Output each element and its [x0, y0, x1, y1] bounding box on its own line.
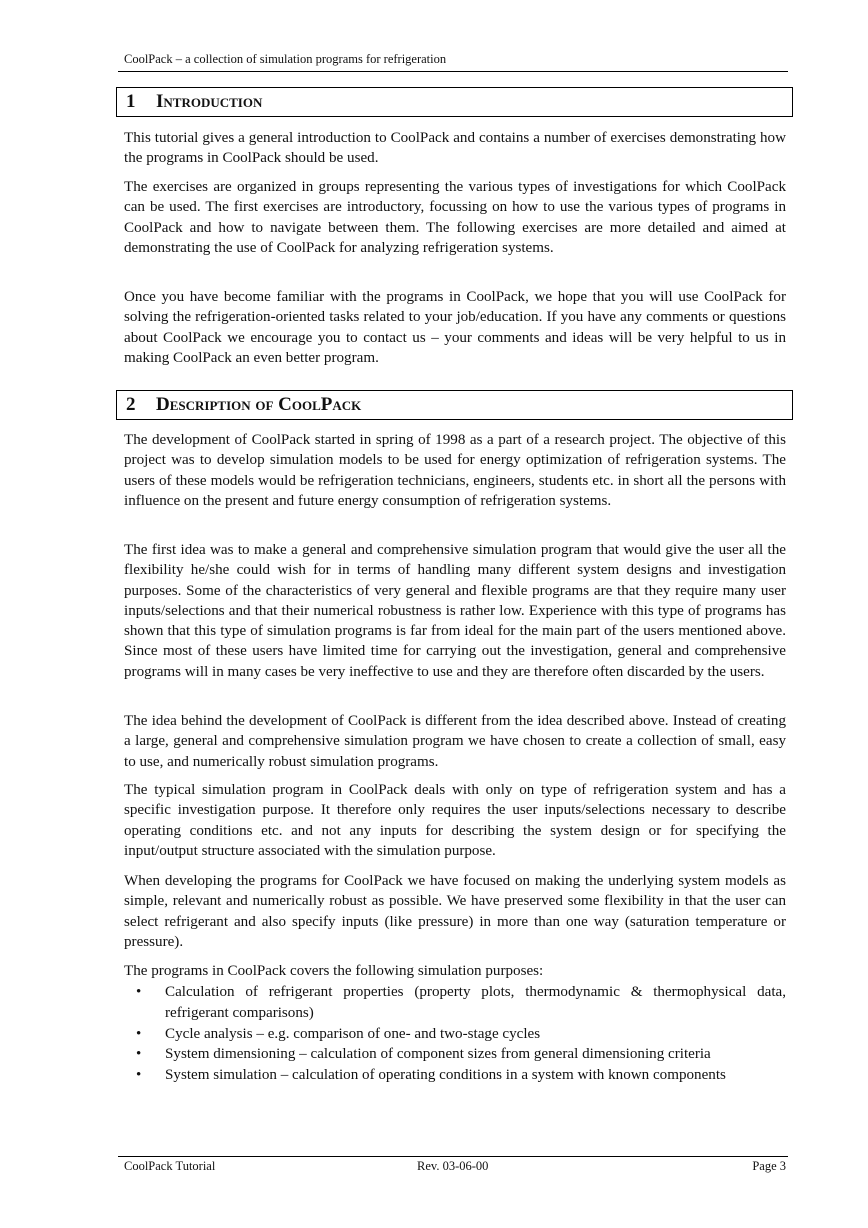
s2-paragraph-5: When developing the programs for CoolPack we have focused on making the underlying system models as simple, relevant and numerically robust as possible. We have preserved some flexibility in that the user can select refrigerant and also specify inputs (like pressure) in more than one way (saturation temperature or pressure).: [124, 873, 786, 950]
s2-paragraph-1: The development of CoolPack started in spring of 1998 as a part of a research project. The objective of this project was to develop simulation models to be used for energy optimization of refrigeration systems. The users of these models would be refrigeration technicians, engineers, students etc. in short all the persons with influence on the present and future energy consumption of refrigeration systems.: [124, 432, 786, 509]
bullet-icon: •: [136, 1025, 142, 1042]
s2-paragraph-3: The idea behind the development of CoolPack is different from the idea described above. Instead of creating a large, general and comprehensive simulation program we have chosen to create a collection of small, easy to use, and numerically robust simulation programs.: [124, 713, 786, 770]
header-divider: [118, 71, 788, 72]
s1-paragraph-3: Once you have become familiar with the programs in CoolPack, we hope that you will use CoolPack for solving the refrigeration-oriented tasks related to your job/education. If you have any comments or questions about CoolPack we encourage you to contact us – your comments and ideas will be very helpful to us in making CoolPack an even better program.: [124, 289, 786, 366]
list-item-text: System simulation – calculation of operating conditions in a system with known components: [165, 1067, 726, 1084]
section-2-number: 2: [126, 394, 136, 415]
bullet-icon: •: [136, 1067, 142, 1084]
section-1-heading: [116, 87, 793, 117]
list-item-text: Calculation of refrigerant properties (property plots, thermodynamic & thermophysical data, refrigerant comparisons): [165, 984, 786, 1021]
bullet-icon: •: [136, 984, 142, 1000]
list-item-text: System dimensioning – calculation of component sizes from general dimensioning criteria: [165, 1046, 711, 1063]
s2-paragraph-2: The first idea was to make a general and comprehensive simulation program that would give the user all the flexibility he/she could wish for in terms of handling many different system designs and investigation purposes. Some of the characteristics of very general and flexible programs are that they require many user inputs/selections and that their numerical robustness is rather low. Experience with this type of programs has shown that this type of simulation programs is far from ideal for the main part of the users mentioned above. Since most of these users have limited time for carrying out the investigation, general and comprehensive programs will in many cases be very ineffective to use and they are therefore often discarded by the users.: [124, 542, 786, 680]
s1-paragraph-1: This tutorial gives a general introduction to CoolPack and contains a number of exercises demonstrating how the programs in CoolPack should be used.: [124, 130, 786, 167]
list-item-text: Cycle analysis – e.g. comparison of one- and two-stage cycles: [165, 1025, 541, 1042]
footer-title: CoolPack Tutorial: [124, 1159, 216, 1173]
list-item: [124, 1024, 786, 1045]
s1-paragraph-2: The exercises are organized in groups representing the various types of investigations for which CoolPack can be used. The first exercises are introductory, focussing on how to use the various types of programs in CoolPack and how to navigate between them. The following exercises are more detailed and aimed at demonstrating the use of CoolPack for analyzing refrigeration systems.: [124, 179, 786, 256]
list-item: [124, 1065, 786, 1086]
section-1-number: 1: [126, 91, 136, 112]
list-item: [124, 1044, 786, 1065]
list-item: [124, 982, 786, 1024]
section-2-heading: [116, 390, 793, 420]
simulation-purposes-list: [124, 982, 786, 1086]
section-1-title: Introduction: [156, 91, 263, 112]
footer-page-number: Page 3: [752, 1159, 786, 1173]
section-2-title: Description of CoolPack: [156, 394, 362, 415]
bullet-icon: •: [136, 1046, 142, 1063]
s2-paragraph-6: The programs in CoolPack covers the following simulation purposes:: [124, 963, 544, 979]
running-header: CoolPack – a collection of simulation programs for refrigeration: [124, 52, 447, 66]
footer-divider: [118, 1156, 788, 1157]
footer-revision: Rev. 03-06-00: [417, 1159, 489, 1173]
s2-paragraph-4: The typical simulation program in CoolPack deals with only on type of refrigeration system and has a specific investigation purpose. It therefore only requires the user inputs/selections necessary to describe operating conditions etc. and not any inputs for describing the system design or for specifying the input/output structure associated with the simulation purpose.: [124, 782, 786, 859]
